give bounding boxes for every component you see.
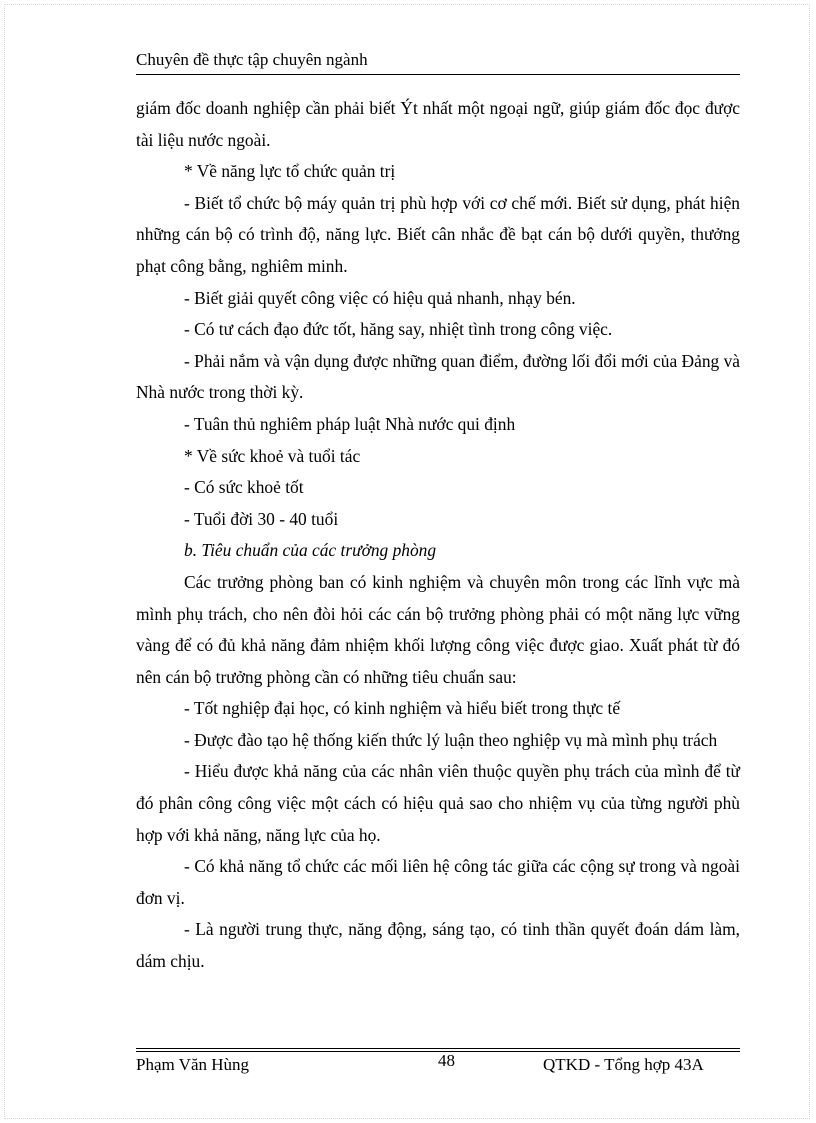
- section-heading: b. Tiêu chuẩn của các trưởng phòng: [184, 540, 437, 561]
- paragraph: - Tuân thủ nghiêm pháp luật Nhà nước qui định: [184, 413, 516, 434]
- footer-author: Phạm Văn Hùng: [136, 1055, 250, 1074]
- paragraph: * Về năng lực tổ chức quản trị: [184, 161, 396, 182]
- paragraph: - Có khả năng tổ chức các mối liên hệ công tác giữa các cộng sự trong và ngoài đơn vị.: [136, 856, 740, 908]
- paragraph: - Được đào tạo hệ thống kiến thức lý luận theo nghiệp vụ mà mình phụ trách: [184, 729, 718, 750]
- paragraph: - Tuổi đời 30 - 40 tuổi: [184, 508, 339, 529]
- paragraph: - Có tư cách đạo đức tốt, hăng say, nhiệt tình trong công việc.: [184, 319, 613, 340]
- paragraph: - Tốt nghiệp đại học, có kinh nghiệm và hiểu biết trong thực tế: [184, 698, 621, 719]
- page-header: [136, 48, 740, 75]
- paragraph: - Có sức khoẻ tốt: [184, 477, 304, 498]
- paragraph: - Biết tổ chức bộ máy quản trị phù hợp với cơ chế mới. Biết sử dụng, phát hiện những cán bộ có trình độ, năng lực. Biết cân nhắc đề bạt cán bộ dưới quyền, thưởng phạt công bằng, nghiêm minh.: [136, 192, 740, 276]
- footer-class: QTKD - Tổng hợp 43A: [543, 1055, 704, 1074]
- header-title: Chuyên đề thực tập chuyên ngành: [136, 50, 368, 69]
- paragraph: * Về sức khoẻ và tuổi tác: [184, 445, 361, 466]
- paragraph: - Biết giải quyết công việc có hiệu quả nhanh, nhạy bén.: [184, 287, 576, 308]
- paragraph: - Là người trung thực, năng động, sáng tạo, có tinh thần quyết đoán dám làm, dám chịu.: [136, 919, 740, 972]
- body-text: [136, 93, 740, 978]
- paragraph: giám đốc doanh nghiệp cần phải biết Ýt nhất một ngoại ngữ, giúp giám đốc đọc được tài liệu nước ngoài.: [136, 98, 740, 150]
- paragraph: Các trưởng phòng ban có kinh nghiệm và chuyên môn trong các lĩnh vực mà mình phụ trách, cho nên đòi hỏi các cán bộ trưởng phòng phải có một năng lực vững vàng để có đủ khả năng đảm nhiệm khối lượng công việc được giao. Xuất phát từ đó nên cán bộ trưởng phòng cần có những tiêu chuẩn sau:: [136, 571, 740, 687]
- paragraph: - Hiểu được khả năng của các nhân viên thuộc quyền phụ trách của mình để từ đó phân công công việc một cách có hiệu quả sao cho nhiệm vụ của từng người phù hợp với khả năng, năng lực của họ.: [136, 761, 740, 845]
- page-number: 48: [438, 1051, 455, 1070]
- footer-rule: [136, 1048, 740, 1049]
- paragraph: - Phải nắm và vận dụng được những quan điểm, đường lối đổi mới của Đảng và Nhà nước trong thời kỳ.: [136, 350, 740, 403]
